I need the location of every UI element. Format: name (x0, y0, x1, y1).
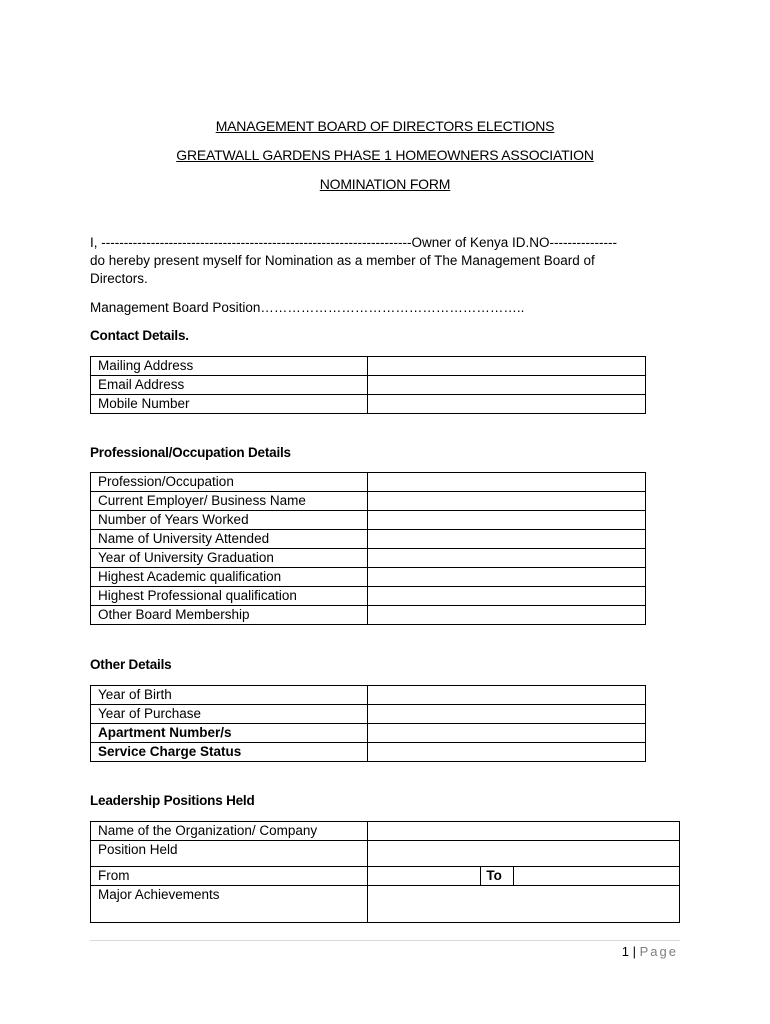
organization-label: Name of the Organization/ Company (91, 822, 368, 841)
other-details-table (90, 685, 646, 762)
table-row (91, 822, 680, 841)
to-label: To (481, 867, 514, 886)
university-field[interactable] (367, 530, 645, 549)
table-row (91, 473, 646, 492)
years-worked-label: Number of Years Worked (91, 511, 368, 530)
page-label: Page (639, 944, 678, 959)
table-row (91, 743, 646, 762)
table-row (91, 606, 646, 625)
table-row (91, 492, 646, 511)
footer-divider (90, 940, 680, 941)
year-of-purchase-field[interactable] (367, 705, 645, 724)
from-field[interactable] (367, 867, 481, 886)
achievements-label: Major Achievements (91, 886, 368, 923)
current-employer-field[interactable] (367, 492, 645, 511)
service-charge-field[interactable] (367, 743, 645, 762)
mailing-address-field[interactable] (367, 357, 645, 376)
table-row (91, 867, 680, 886)
board-membership-label: Other Board Membership (91, 606, 368, 625)
association-title: GREATWALL GARDENS PHASE 1 HOMEOWNERS ASSOCIATION (176, 147, 594, 163)
year-of-birth-field[interactable] (367, 686, 645, 705)
mailing-address-label: Mailing Address (91, 357, 368, 376)
to-field[interactable] (514, 867, 680, 886)
contact-details-heading: Contact Details. (90, 328, 189, 343)
apartment-number-field[interactable] (367, 724, 645, 743)
current-employer-label: Current Employer/ Business Name (91, 492, 368, 511)
email-address-label: Email Address (91, 376, 368, 395)
board-membership-field[interactable] (367, 606, 645, 625)
table-row (91, 357, 646, 376)
university-label: Name of University Attended (91, 530, 368, 549)
table-row (91, 376, 646, 395)
declaration-line-1: I, ---------------------------------------------------------------------Owner of Kenya ID.NO--------------- (90, 235, 617, 250)
other-details-heading: Other Details (90, 657, 172, 672)
nomination-form-title: NOMINATION FORM (319, 176, 451, 192)
year-of-purchase-label: Year of Purchase (91, 705, 368, 724)
profession-label: Profession/Occupation (91, 473, 368, 492)
table-row (91, 568, 646, 587)
years-worked-field[interactable] (367, 511, 645, 530)
mobile-number-field[interactable] (367, 395, 645, 414)
page-footer (622, 944, 678, 959)
graduation-year-field[interactable] (367, 549, 645, 568)
email-address-field[interactable] (367, 376, 645, 395)
table-row (91, 511, 646, 530)
board-position-line[interactable]: Management Board Position………………………………………………….. (90, 300, 525, 315)
service-charge-label: Service Charge Status (91, 743, 368, 762)
table-row (91, 886, 680, 923)
declaration-line-2: do hereby present myself for Nomination as a member of The Management Board of (90, 253, 595, 268)
academic-qualification-field[interactable] (367, 568, 645, 587)
table-row (91, 530, 646, 549)
year-of-birth-label: Year of Birth (91, 686, 368, 705)
position-held-label: Position Held (91, 841, 368, 867)
table-row (91, 705, 646, 724)
professional-qualification-field[interactable] (367, 587, 645, 606)
profession-field[interactable] (367, 473, 645, 492)
position-held-field[interactable] (367, 841, 679, 867)
table-row (91, 686, 646, 705)
leadership-table (90, 821, 680, 923)
from-label: From (91, 867, 368, 886)
graduation-year-label: Year of University Graduation (91, 549, 368, 568)
table-row (91, 724, 646, 743)
apartment-number-label: Apartment Number/s (91, 724, 368, 743)
mobile-number-label: Mobile Number (91, 395, 368, 414)
page-separator: | (632, 944, 636, 959)
form-title: MANAGEMENT BOARD OF DIRECTORS ELECTIONS (215, 118, 555, 134)
table-row (91, 395, 646, 414)
professional-qualification-label: Highest Professional qualification (91, 587, 368, 606)
organization-field[interactable] (367, 822, 679, 841)
achievements-field[interactable] (367, 886, 679, 923)
leadership-heading: Leadership Positions Held (90, 793, 255, 808)
academic-qualification-label: Highest Academic qualification (91, 568, 368, 587)
contact-details-table (90, 356, 646, 414)
page-number: 1 (621, 944, 629, 959)
professional-details-table (90, 472, 646, 625)
professional-details-heading: Professional/Occupation Details (90, 445, 291, 460)
declaration-line-3: Directors. (90, 271, 148, 286)
table-row (91, 587, 646, 606)
table-row (91, 841, 680, 867)
table-row (91, 549, 646, 568)
